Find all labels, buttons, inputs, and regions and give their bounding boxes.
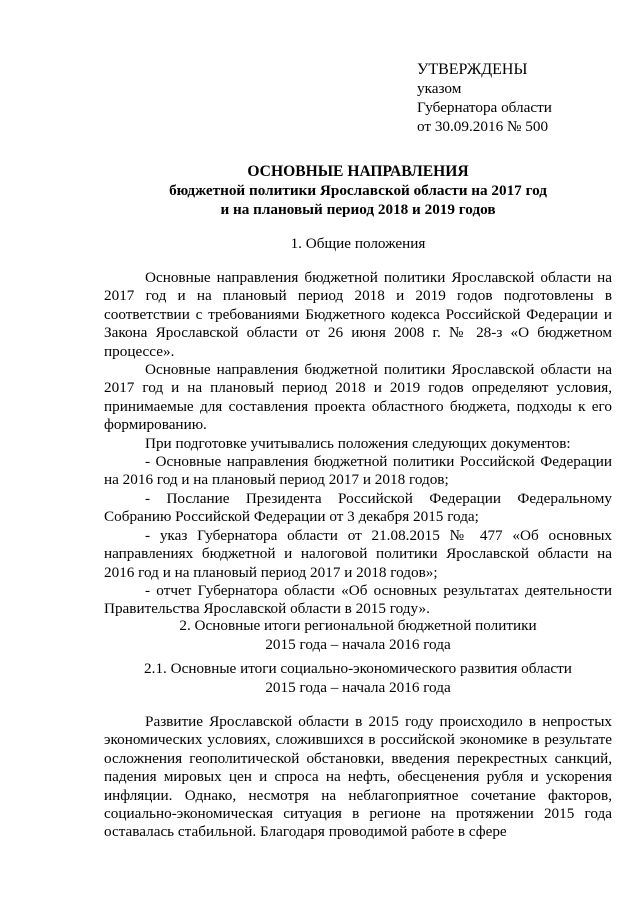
- list-item: - отчет Губернатора области «Об основных результатах деятельности Правительства Ярославской области в 2015 году».: [104, 581, 612, 618]
- paragraph: Основные направления бюджетной политики Ярославской области на 2017 год и на плановый период 2018 и 2019 годов определяют условия, принимаемые для составления проекта областного бюджета, подходы к его формированию.: [104, 361, 612, 434]
- section-2-heading-line-2: 2015 года – начала 2016 года: [265, 636, 451, 653]
- approval-line-1: указом: [417, 80, 462, 97]
- section-2-1-body: [104, 713, 612, 842]
- list-item: - указ Губернатора области от 21.08.2015 № 477 «Об основных направлениях бюджетной и налоговой политики Ярославской области на 2016 год и на плановый период 2017 и 2018 годов»;: [104, 526, 612, 581]
- list-item: - Основные направления бюджетной политики Российской Федерации на 2016 год и на плановый период 2017 и 2018 годов;: [104, 453, 612, 489]
- title-line-2: бюджетной политики Ярославской области на 2017 год: [169, 182, 547, 199]
- section-2-1-heading: [104, 659, 612, 697]
- paragraph: При подготовке учитывались положения следующих документов:: [145, 434, 571, 452]
- approval-stamp: УТВЕРЖДЕНЫ: [417, 61, 528, 78]
- title-line-3: и на плановый период 2018 и 2019 годов: [220, 201, 496, 218]
- section-2-1-heading-line-1: 2.1. Основные итоги социально-экономического развития области: [144, 660, 572, 677]
- approval-line-2: Губернатора области: [417, 99, 552, 116]
- section-2-heading: [104, 616, 612, 654]
- section-2-heading-line-1: 2. Основные итоги региональной бюджетной политики: [179, 617, 537, 634]
- document-title: [104, 162, 612, 219]
- list-item: - Послание Президента Российской Федерации Федеральному Собранию Российской Федерации от 3 декабря 2015 года;: [104, 489, 612, 526]
- section-1-body: [104, 269, 612, 619]
- paragraph: Основные направления бюджетной политики Ярославской области на 2017 год и на плановый период 2018 и 2019 годов подготовлены в соответствии с требованиями Бюджетного кодекса Российской Федерации и Закона Ярославской области от 26 июня 2008 г. № 28-з «О бюджетном процессе».: [104, 269, 612, 360]
- title-line-1: ОСНОВНЫЕ НАПРАВЛЕНИЯ: [247, 163, 469, 180]
- section-2-1-heading-line-2: 2015 года – начала 2016 года: [265, 679, 451, 696]
- approval-block: [417, 60, 552, 136]
- paragraph: Развитие Ярославской области в 2015 году происходило в непростых экономических условиях, сложившихся в российской экономике в результате осложнения геополитической обстановки, введения перекрестных санкций, падения мировых цен и спроса на нефть, обесценения рубля и ускорения инфляции. Однако, несмотря на неблагоприятное сочетание факторов, социально-экономическая ситуация в регионе на протяжении 2015 года оставалась стабильной. Благодаря проводимой работе в сфере: [104, 713, 612, 841]
- approval-line-3: от 30.09.2016 № 500: [417, 118, 549, 135]
- section-1-heading: 1. Общие положения: [290, 235, 426, 252]
